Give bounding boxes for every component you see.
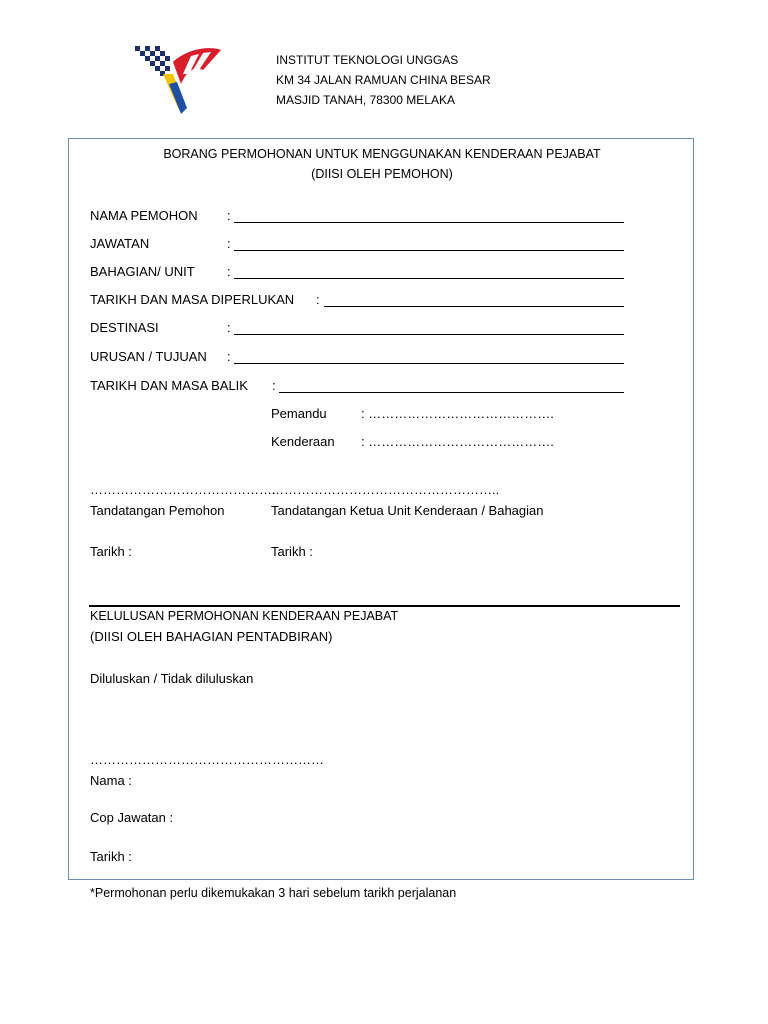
address-line-2: MASJID TANAH, 78300 MELAKA	[276, 93, 455, 107]
unit-head-date-label: Tarikh :	[271, 544, 313, 559]
unit-head-signature-line[interactable]: ……………………………………………..	[271, 482, 500, 497]
address-line-1: KM 34 JALAN RAMUAN CHINA BESAR	[276, 73, 491, 87]
institution-logo	[133, 44, 223, 116]
destination-line[interactable]	[234, 334, 624, 335]
field-label-department: BAHAGIAN/ UNIT	[90, 264, 195, 279]
approval-subtitle: (DIISI OLEH BAHAGIAN PENTADBIRAN)	[90, 629, 333, 644]
approver-name-label: Nama :	[90, 773, 132, 788]
field-colon: :	[227, 349, 231, 364]
field-label-purpose: URUSAN / TUJUAN	[90, 349, 207, 364]
field-label-required-datetime: TARIKH DAN MASA DIPERLUKAN	[90, 292, 295, 307]
field-label-applicant-name: NAMA PEMOHON	[90, 208, 198, 223]
form-subtitle: (DIISI OLEH PEMOHON)	[311, 167, 453, 181]
application-form	[68, 138, 694, 880]
field-label-destination: DESTINASI	[90, 320, 159, 335]
institution-address	[276, 50, 491, 110]
applicant-date-label: Tarikh :	[90, 544, 132, 559]
field-label-return-datetime: TARIKH DAN MASA BALIK	[90, 378, 248, 393]
form-title: BORANG PERMOHONAN UNTUK MENGGUNAKAN KENDERAAN PEJABAT	[163, 147, 601, 161]
field-colon: :	[227, 264, 231, 279]
driver-label: Pemandu	[271, 406, 327, 421]
field-colon: :	[272, 378, 276, 393]
position-line[interactable]	[234, 250, 624, 251]
field-label-position: JAWATAN	[90, 236, 150, 251]
field-colon: :	[316, 292, 320, 307]
approval-title: KELULUSAN PERMOHONAN KENDERAAN PEJABAT	[90, 609, 399, 623]
approver-date-label: Tarikh :	[90, 849, 132, 864]
applicant-signature-label: Tandatangan Pemohon	[90, 503, 225, 518]
institution-name: INSTITUT TEKNOLOGI UNGGAS	[276, 53, 459, 67]
applicant-name-line[interactable]	[234, 222, 624, 223]
unit-head-signature-label: Tandatangan Ketua Unit Kenderaan / Bahagian	[271, 503, 544, 518]
approver-stamp-label: Cop Jawatan :	[90, 810, 174, 825]
field-colon: :	[227, 236, 231, 251]
section-divider	[89, 605, 680, 607]
return-datetime-line[interactable]	[279, 392, 624, 393]
vehicle-value[interactable]: : …………………………………….	[361, 434, 554, 449]
vehicle-label: Kenderaan	[271, 434, 335, 449]
logo-blue-stroke	[169, 82, 187, 114]
field-colon: :	[227, 320, 231, 335]
approver-signature-line[interactable]: ………………………………………………	[90, 752, 324, 767]
approval-status[interactable]: Diluluskan / Tidak diluluskan	[90, 671, 254, 686]
checker-pattern	[135, 46, 170, 76]
footnote: *Permohonan perlu dikemukakan 3 hari sebelum tarikh perjalanan	[90, 886, 457, 900]
required-datetime-line[interactable]	[324, 306, 624, 307]
purpose-line[interactable]	[234, 363, 624, 364]
department-line[interactable]	[234, 278, 624, 279]
applicant-signature-line[interactable]: …………………………………….	[90, 482, 276, 497]
driver-value[interactable]: : …………………………………….	[361, 406, 554, 421]
field-colon: :	[227, 208, 231, 223]
